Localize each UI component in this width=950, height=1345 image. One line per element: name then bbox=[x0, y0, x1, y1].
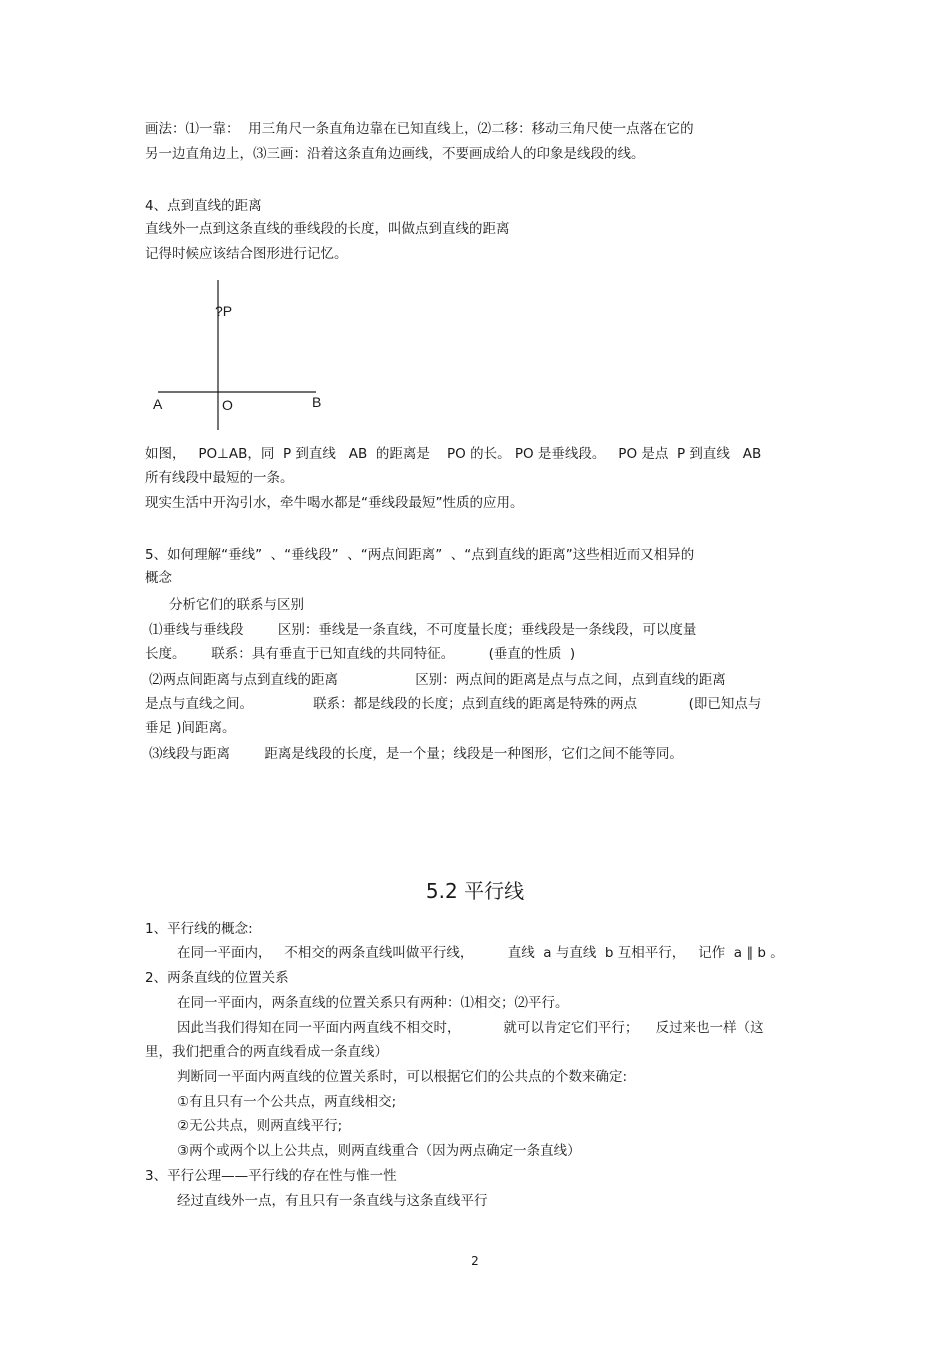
page-number: 2 bbox=[471, 1254, 479, 1268]
parallel-s2-line-a: 在同一平面内，两条直线的位置关系只有两种：⑴相交；⑵平行。 bbox=[177, 995, 569, 1011]
figure-explanation-2: 所有线段中最短的一条。 bbox=[145, 470, 294, 486]
label-o: O bbox=[222, 397, 233, 413]
parallel-s2-item-2: ②无公共点，则两直线平行; bbox=[177, 1118, 343, 1134]
parallel-s2-line-c: 判断同一平面内两直线的位置关系时，可以根据它们的公共点的个数来确定: bbox=[177, 1069, 628, 1085]
section-5-point-1a: ⑴垂线与垂线段 区别：垂线是一条直线，不可度量长度；垂线段是一条线段，可以度量 bbox=[149, 622, 697, 638]
section-5-heading-2: 概念 bbox=[145, 570, 172, 586]
label-b: B bbox=[312, 394, 322, 410]
section-5-point-3: ⑶线段与距离 距离是线段的长度，是一个量；线段是一种图形，它们之间不能等同。 bbox=[149, 746, 683, 762]
parallel-s2-heading: 2、两条直线的位置关系 bbox=[145, 970, 289, 986]
method-line-1: 画法：⑴一靠： 用三角尺一条直角边靠在已知直线上，⑵二移：移动三角尺使一点落在它的 bbox=[145, 121, 694, 137]
parallel-s2-item-1: ①有且只有一个公共点，两直线相交; bbox=[177, 1094, 397, 1110]
parallel-s2-line-b1: 因此当我们得知在同一平面内两直线不相交时， 就可以肯定它们平行； 反过来也一样（这 bbox=[177, 1020, 764, 1036]
section-4-definition: 直线外一点到这条直线的垂线段的长度，叫做点到直线的距离 bbox=[145, 221, 510, 237]
parallel-s2-item-3: ③两个或两个以上公共点，则两直线重合（因为两点确定一条直线） bbox=[177, 1143, 581, 1159]
section-5-point-2c: 垂足 )间距离。 bbox=[145, 720, 236, 736]
section-4-memo: 记得时候应该结合图形进行记忆。 bbox=[145, 246, 348, 262]
section-5-point-2a: ⑵两点间距离与点到直线的距离 区别：两点间的距离是点与点之间，点到直线的距离 bbox=[149, 672, 726, 688]
parallel-s3-heading: 3、平行公理——平行线的存在性与惟一性 bbox=[145, 1168, 397, 1184]
figure-explanation-1: 如图， PO⊥AB，同 P 到直线 AB 的距离是 PO 的长。 PO 是垂线段。 PO 是点 P 到直线 AB bbox=[145, 446, 762, 462]
section-4-heading: 4、点到直线的距离 bbox=[145, 198, 262, 214]
label-p: ?P bbox=[215, 303, 233, 319]
section-5-point-1b: 长度。 联系：具有垂直于已知直线的共同特征。 (垂直的性质 ) bbox=[145, 646, 576, 662]
method-line-2: 另一边直角边上，⑶三画：沿着这条直角边画线，不要画成给人的印象是线段的线。 bbox=[145, 146, 645, 162]
parallel-s1-definition: 在同一平面内， 不相交的两条直线叫做平行线， 直线 a 与直线 b 互相平行， 记作 a ∥ b 。 bbox=[177, 945, 784, 961]
section-5-point-2b: 是点与直线之间。 联系：都是线段的长度；点到直线的距离是特殊的两点 (即已知点与 bbox=[145, 696, 762, 712]
parallel-s3-text: 经过直线外一点，有且只有一条直线与这条直线平行 bbox=[177, 1193, 488, 1209]
parallel-s2-line-b2: 里，我们把重合的两直线看成一条直线） bbox=[145, 1044, 388, 1060]
section-title: 5.2 平行线 bbox=[425, 879, 525, 903]
parallel-s1-heading: 1、平行线的概念: bbox=[145, 921, 253, 937]
section-5-intro: 分析它们的联系与区别 bbox=[169, 597, 304, 613]
figure-explanation-3: 现实生活中开沟引水，牵牛喝水都是“垂线段最短”性质的应用。 bbox=[145, 495, 524, 511]
label-a: A bbox=[153, 396, 163, 412]
section-5-heading-1: 5、如何理解“垂线” 、“垂线段” 、“两点间距离” 、“点到直线的距离”这些相近而又相异的 bbox=[145, 547, 695, 563]
perpendicular-figure bbox=[140, 278, 340, 438]
